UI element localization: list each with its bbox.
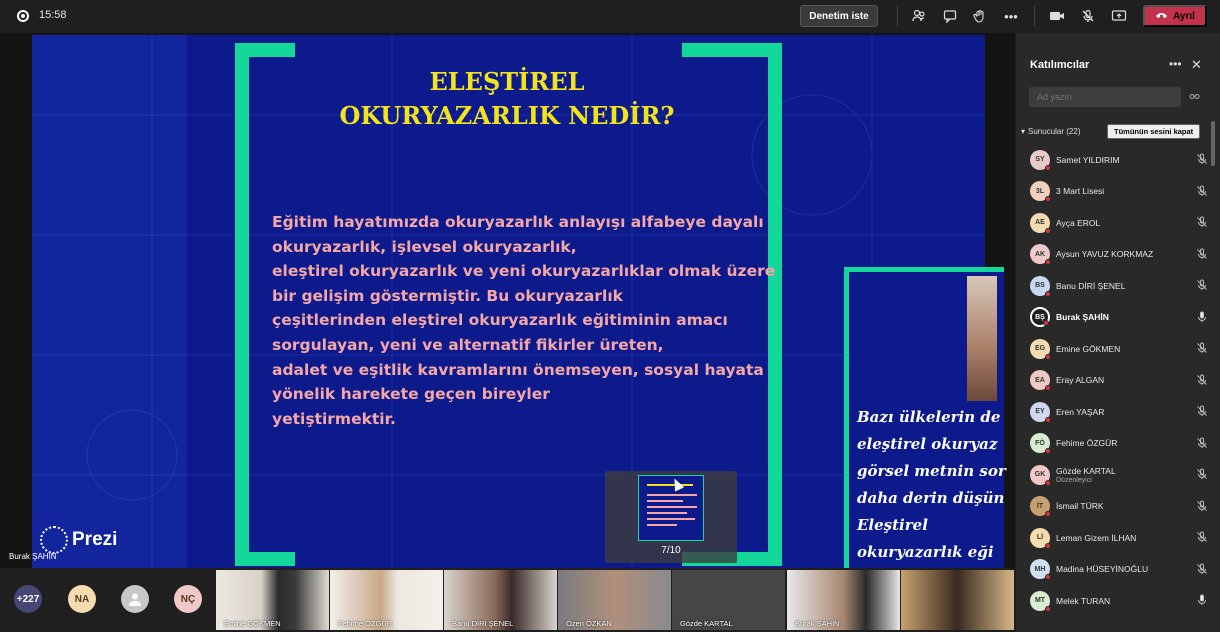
participant-row[interactable] (1030, 428, 1210, 460)
next-topic-line: eleştirel okuryaz (857, 435, 998, 453)
toolbar-divider (1034, 6, 1035, 26)
avatar (1030, 465, 1050, 485)
video-tile-name: Fehime ÖZGÜR (338, 619, 393, 628)
participant-row[interactable] (1030, 522, 1210, 554)
mic-off-icon[interactable] (1196, 531, 1208, 543)
mic-off-icon[interactable] (1196, 374, 1208, 386)
avatar (1030, 276, 1050, 296)
presence-status-icon (1045, 259, 1051, 265)
raise-hand-icon[interactable] (970, 7, 990, 25)
avatar (1030, 370, 1050, 390)
mic-off-icon[interactable] (1196, 437, 1208, 449)
participant-row[interactable] (1030, 365, 1210, 397)
avatar (1030, 528, 1050, 548)
participants-panel (1016, 33, 1220, 632)
share-screen-icon[interactable] (1109, 7, 1129, 25)
mic-off-icon[interactable] (1196, 405, 1208, 417)
chevron-down-icon: ▾ (1021, 127, 1026, 136)
presence-status-icon (1045, 385, 1051, 391)
avatar (1030, 559, 1050, 579)
next-topic-line: okuryazarlık eği (857, 543, 994, 561)
avatar-initials: 3L (1035, 187, 1045, 195)
slide-title (312, 65, 702, 133)
presenters-section-label: Sunucular (22) (1028, 127, 1081, 136)
presence-status-icon (1045, 291, 1051, 297)
video-tile[interactable] (787, 570, 900, 630)
avatar (1030, 402, 1050, 422)
participant-name (1056, 186, 1104, 196)
mic-off-icon[interactable] (1078, 7, 1098, 25)
more-options-icon[interactable]: ••• (1169, 57, 1182, 71)
slide-body-line: çeşitlerinden eleştirel okuryazarlık eğitiminin amacı (272, 311, 728, 330)
avatar-initials: BŞ (1035, 313, 1045, 321)
avatar (1030, 496, 1050, 516)
avatar-initials: GK (1034, 471, 1046, 479)
video-tile-name: Özen ÖZKAN (566, 619, 612, 628)
slide-photo (967, 276, 997, 401)
slide-body-line: eleştirel okuryazarlık ve yeni okuryazarlıklar olmak üzere (272, 262, 776, 281)
video-gallery-strip (0, 568, 1016, 632)
mic-off-icon[interactable] (1196, 153, 1208, 165)
participant-name (1056, 596, 1110, 606)
participant-name (1056, 155, 1120, 165)
participant-name-text: Eren YAŞAR (1056, 406, 1105, 417)
avatar (1030, 150, 1050, 170)
participant-row[interactable] (1030, 144, 1210, 176)
presence-status-icon (1045, 543, 1051, 549)
next-topic-line: Eleştirel (857, 516, 928, 534)
next-topic-frame (844, 267, 1004, 587)
panel-scrollbar[interactable] (1211, 121, 1215, 166)
presence-status-icon (1045, 228, 1051, 234)
next-topic-line: daha derin düşün (857, 489, 1005, 507)
participant-name (1056, 281, 1125, 291)
participant-row[interactable] (1030, 585, 1210, 617)
mic-off-icon[interactable] (1196, 342, 1208, 354)
participant-name-text: 3 Mart Lisesi (1056, 186, 1105, 197)
participants-icon[interactable] (909, 7, 929, 25)
participant-avatar[interactable]: NÇ (174, 585, 202, 613)
close-icon[interactable]: ✕ (1191, 57, 1202, 72)
toolbar-divider (897, 6, 898, 26)
participant-name-text: Fehime ÖZGÜR (1056, 438, 1118, 449)
participant-name (1056, 438, 1117, 448)
presence-status-icon (1045, 448, 1051, 454)
slide-body-line: adalet ve eşitlik kavramlarını önemseyen, sosyal hayata (272, 360, 764, 379)
participant-row[interactable] (1030, 333, 1210, 365)
participant-list (1030, 144, 1210, 617)
participant-name (1056, 344, 1120, 354)
avatar-initials: BS (1035, 282, 1045, 290)
participant-row[interactable] (1030, 176, 1210, 208)
participant-name (1056, 375, 1104, 385)
avatar-initials: MH (1034, 565, 1046, 573)
participant-name (1056, 407, 1104, 417)
slide-page-indicator: 7/10 (661, 545, 681, 556)
participant-row[interactable] (1030, 459, 1210, 491)
mic-off-icon[interactable] (1196, 468, 1208, 480)
presenter-name: Burak ŞAHİN (9, 552, 57, 561)
participant-row[interactable] (1030, 302, 1210, 334)
participant-name-text: Burak ŞAHİN (1056, 312, 1109, 323)
participant-row[interactable] (1030, 396, 1210, 428)
participant-name-text: Eray ALGAN (1056, 375, 1105, 386)
recording-icon (17, 10, 29, 22)
mic-off-icon[interactable] (1196, 216, 1208, 228)
next-topic-line: Bazı ülkelerin de (857, 408, 1001, 426)
mute-all-button[interactable]: Tümünün sesini kapat (1107, 124, 1200, 139)
shared-content-stage (0, 33, 1015, 568)
prezi-slide (32, 35, 1006, 568)
participant-avatar[interactable]: NA (68, 585, 96, 613)
slide-body-line: Eğitim hayatımızda okuryazarlık anlayışı alfabeye dayalı (272, 213, 764, 231)
avatar-initials: EY (1035, 408, 1045, 416)
participant-role: Düzenleyici (1056, 476, 1092, 484)
participant-name (1056, 466, 1116, 484)
panel-title: Katılımcılar (1030, 59, 1090, 71)
slide-body-line: sorgulayan, yeni ve alternatif fikirler üreten, (272, 335, 664, 354)
prezi-logo-icon (40, 526, 68, 554)
presenters-section-toggle[interactable] (1021, 127, 1081, 136)
participant-row[interactable] (1030, 554, 1210, 586)
chat-icon[interactable] (940, 7, 960, 25)
participant-name-text: Madina HÜSEYİNOĞLU (1056, 564, 1149, 575)
mic-icon[interactable] (1196, 311, 1208, 323)
participant-row[interactable] (1030, 207, 1210, 239)
participant-name-text: Emine GÖKMEN (1056, 343, 1121, 354)
mic-off-icon[interactable] (1196, 279, 1208, 291)
presence-status-icon (1045, 417, 1051, 423)
participant-name-text: Leman Gizem İLHAN (1056, 532, 1137, 543)
avatar-initials: SY (1035, 156, 1045, 164)
avatar-initials: AK (1034, 250, 1046, 258)
mic-off-icon[interactable] (1196, 185, 1208, 197)
overflow-participants-badge[interactable]: +227 (14, 585, 42, 613)
slide-body-line: yetiştirmektir. (272, 409, 396, 428)
participant-name (1056, 218, 1100, 228)
camera-icon[interactable] (1047, 7, 1067, 25)
avatar (1030, 591, 1050, 611)
participant-name-text: Ayça EROL (1056, 217, 1101, 228)
next-topic-text (857, 404, 1007, 566)
video-tile[interactable] (444, 570, 557, 630)
participant-name (1056, 249, 1153, 259)
prezi-brand: Prezi (72, 529, 118, 550)
participant-name-text: İsmail TÜRK (1056, 501, 1104, 512)
avatar (1030, 307, 1050, 327)
video-tile[interactable] (901, 570, 1014, 630)
avatar-initials: MT (1034, 597, 1046, 605)
presence-status-icon (1045, 606, 1051, 612)
video-tile-name: Gözde KARTAL (680, 619, 733, 628)
prezi-logo (40, 526, 117, 554)
participant-row[interactable] (1030, 270, 1210, 302)
avatar (1030, 433, 1050, 453)
mic-off-icon[interactable] (1196, 563, 1208, 575)
slide-title-line: OKURYAZARLIK NEDİR? (339, 101, 675, 130)
slide-body-text (272, 210, 776, 431)
participant-name (1056, 312, 1109, 322)
mic-off-icon[interactable] (1196, 500, 1208, 512)
avatar-initials: Lİ (1036, 534, 1044, 542)
presence-status-icon (1045, 196, 1051, 202)
meeting-toolbar (0, 0, 1220, 33)
presence-status-icon (1045, 165, 1051, 171)
participant-name (1056, 533, 1136, 543)
person-icon (127, 591, 143, 607)
participant-row[interactable] (1030, 491, 1210, 523)
participant-avatar[interactable] (121, 585, 149, 613)
participant-name-text: Aysun YAVUZ KORKMAZ (1056, 249, 1154, 260)
slide-title-line: ELEŞTİREL (429, 67, 585, 96)
participant-name-text: Gözde KARTAL (1056, 465, 1116, 476)
presence-status-icon (1045, 480, 1051, 486)
video-tile[interactable] (672, 570, 785, 630)
avatar-initials: EG (1034, 345, 1046, 353)
slide-body-line: yönelik harekete geçen bireyler (272, 385, 550, 404)
avatar (1030, 339, 1050, 359)
video-tile-name: Emine GÖKMEN (224, 619, 281, 628)
avatar-initials: EA (1035, 376, 1045, 384)
video-tile-name: Burak ŞAHİN (795, 619, 840, 628)
presence-status-icon (1043, 320, 1049, 326)
participant-name-text: Banu DİRİ ŞENEL (1056, 280, 1126, 291)
avatar (1030, 244, 1050, 264)
participant-name-text: Melek TURAN (1056, 595, 1111, 606)
video-tile[interactable] (558, 570, 671, 630)
leave-button[interactable] (1143, 5, 1207, 27)
phone-hangup-icon (1155, 11, 1168, 22)
video-tile[interactable] (216, 570, 329, 630)
presence-status-icon (1045, 511, 1051, 517)
slide-body-line: bir gelişim göstermiştir. Bu okuryazarlık (272, 286, 623, 305)
participant-name-text: Samet YILDIRIM (1056, 154, 1120, 165)
share-invite-icon[interactable] (1189, 91, 1200, 105)
avatar (1030, 213, 1050, 233)
video-tile-name: Banu DİRİ ŞENEL (452, 619, 514, 628)
participant-name (1056, 501, 1104, 511)
next-topic-line: görsel metnin sor (857, 462, 1006, 480)
presence-status-icon (1045, 574, 1051, 580)
avatar (1030, 181, 1050, 201)
request-control-button[interactable]: Denetim iste (800, 5, 878, 27)
meeting-clock: 15:58 (39, 9, 67, 21)
participant-row[interactable] (1030, 239, 1210, 271)
avatar-initials: FÖ (1035, 439, 1045, 447)
participant-search-input[interactable] (1029, 87, 1181, 107)
more-options-icon[interactable]: ••• (1004, 8, 1018, 24)
avatar-initials: AE (1035, 219, 1045, 227)
avatar-initials: İT (1036, 502, 1044, 510)
participant-name (1056, 564, 1148, 574)
presence-status-icon (1045, 354, 1051, 360)
slide-body-line: okuryazarlık, işlevsel okuryazarlık, (272, 237, 577, 256)
video-tile[interactable] (330, 570, 443, 630)
mic-off-icon[interactable] (1196, 248, 1208, 260)
mic-icon[interactable] (1196, 594, 1208, 606)
leave-label: Ayrıl (1173, 10, 1195, 22)
